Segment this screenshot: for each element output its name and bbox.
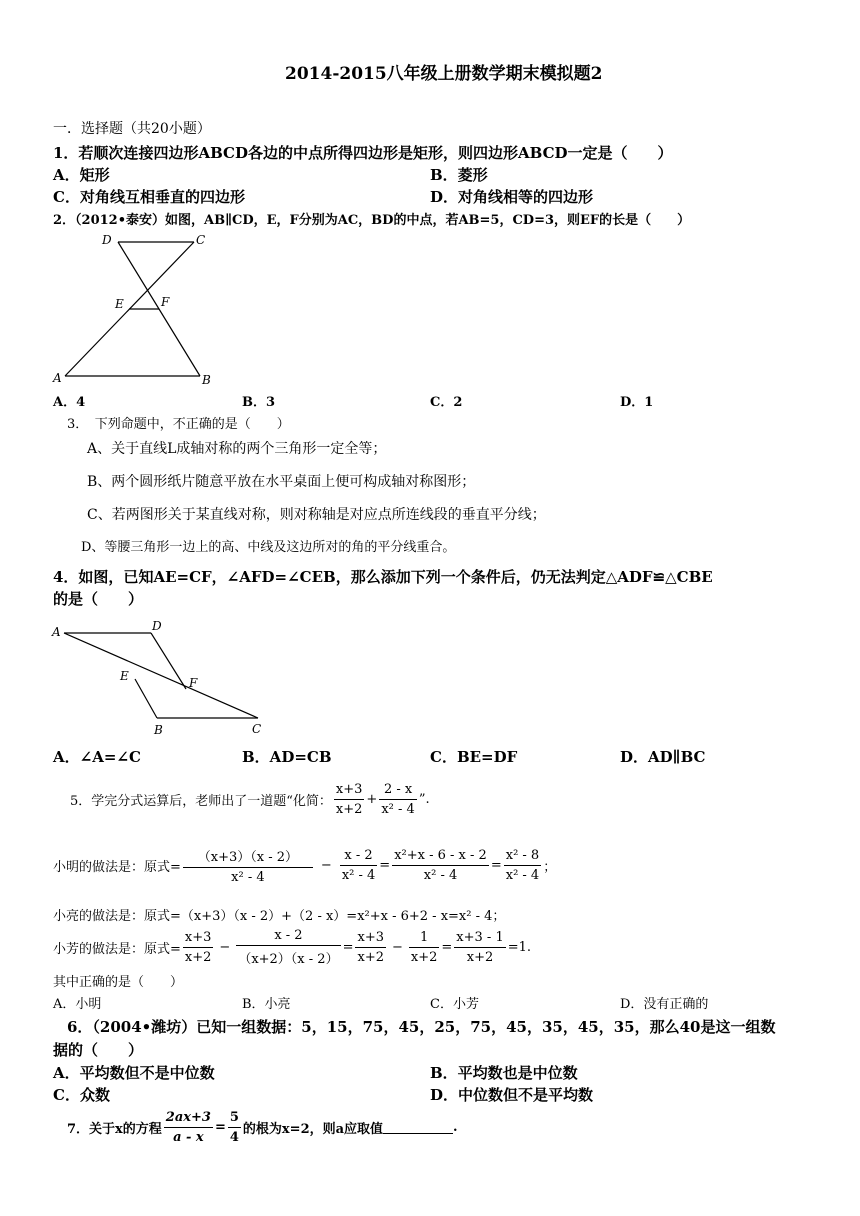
q5-ming-minus: − [320, 858, 332, 873]
q7-frac-left-num: 2ax+3 [164, 1110, 213, 1128]
q2-stem: 2．（2012•泰安）如图，AB∥CD，E，F分别为AC，BD的中点，若AB=5，CD=3，则EF的长是（ ） [53, 213, 691, 228]
q5-frac-2-num: 2 - x [379, 782, 416, 800]
q2-option-b[interactable]: B．3 [242, 395, 276, 410]
q5-stem [70, 782, 430, 817]
q2-option-c[interactable]: C．2 [430, 395, 463, 410]
q5-liang-line: 小亮的做法是：原式=（x+3）（x - 2）+（2 - x）=x²+x - 6+2 - x=x² - 4； [53, 909, 506, 924]
q2-figure [50, 232, 220, 392]
q5-fang-frac-4-num: 1 [409, 930, 440, 948]
q4-label-c: C [252, 722, 262, 736]
q5-fang-frac-3-den: x+2 [357, 950, 384, 965]
q5-ask: 其中正确的是（ ） [53, 975, 184, 990]
q5-option-b[interactable]: B．小亮 [242, 997, 291, 1012]
section-heading: 一．选择题（共20小题） [53, 121, 211, 137]
q5-ming-frac-1 [183, 846, 313, 885]
q5-fang-frac-2-den: （x+2）（x - 2） [238, 952, 339, 967]
q4-stem-line1: 4．如图，已知AE=CF，∠AFD=∠CEB，那么添加下列一个条件后，仍无法判定△ADF≌△CBE [53, 568, 713, 586]
q5-fang-frac-3-num: x+3 [355, 930, 386, 948]
q2-label-a: A [53, 371, 62, 385]
q5-ming-frac-3 [392, 848, 489, 883]
q7-frac-left-den: a - x [173, 1130, 204, 1145]
q5-fang-frac-5-den: x+2 [466, 950, 494, 965]
q5-ming-frac-2-num: x - 2 [340, 848, 377, 866]
q4-label-f: F [189, 676, 198, 690]
q1-stem: 1．若顺次连接四边形ABCD各边的中点所得四边形是矩形，则四边形ABCD一定是（ ） [53, 144, 673, 162]
q6-stem-line2: 据的（ ） [53, 1041, 144, 1059]
q5-option-c[interactable]: C．小芳 [430, 997, 479, 1012]
q3-option-b[interactable]: B、两个圆形纸片随意平放在水平桌面上便可构成轴对称图形； [87, 474, 476, 490]
q1-option-b[interactable]: B．菱形 [430, 166, 488, 184]
q5-frac-1-den: x+2 [335, 802, 363, 817]
q5-frac-2-den: x² - 4 [381, 802, 415, 817]
q5-intro: 5．学完分式运算后，老师出了一道题“化简： [70, 794, 332, 809]
q5-ming-frac-3-num: x²+x - 6 - x - 2 [392, 848, 489, 866]
q4-label-b: B [154, 723, 163, 737]
q4-label-d: D [152, 619, 162, 633]
q5-option-a[interactable]: A．小明 [53, 997, 102, 1012]
q3-option-a[interactable]: A、关于直线L成轴对称的两个三角形一定全等； [87, 441, 387, 457]
q5-fang-eq-1: = [342, 940, 354, 955]
q3-stem: 3． 下列命题中，不正确的是（ ） [67, 417, 290, 432]
q2-label-d: D [102, 233, 112, 247]
q5-fang-frac-3 [355, 930, 386, 965]
q1-option-d[interactable]: D．对角线相等的四边形 [430, 188, 594, 206]
q7-frac-left [164, 1110, 213, 1145]
q5-fang-end: =1. [507, 940, 532, 955]
q2-option-a[interactable]: A．4 [53, 395, 86, 410]
q7-pre: 7．关于x的方程 [67, 1122, 162, 1137]
q2-label-f: F [161, 295, 170, 309]
q5-fang-frac-5 [454, 930, 505, 965]
q6-option-c[interactable]: C．众数 [53, 1086, 110, 1104]
q6-option-a[interactable]: A．平均数但不是中位数 [53, 1064, 215, 1082]
q6-option-b[interactable]: B．平均数也是中位数 [430, 1064, 578, 1082]
q5-fang-eq-2: = [441, 940, 453, 955]
q5-frac-1-num: x+3 [334, 782, 365, 800]
q4-option-d[interactable]: D．AD∥BC [620, 748, 706, 766]
q5-option-d[interactable]: D．没有正确的 [620, 997, 709, 1012]
q4-stem-line2: 的是（ ） [53, 590, 144, 608]
q1-option-a[interactable]: A．矩形 [53, 166, 110, 184]
q1-option-c[interactable]: C．对角线互相垂直的四边形 [53, 188, 245, 206]
q5-fang-minus-2: − [391, 940, 403, 955]
q7-stem [67, 1110, 458, 1145]
page-title: 2014-2015八年级上册数学期末模拟题2 [285, 64, 603, 84]
q7-post: 的根为x=2，则a应取值 [242, 1122, 384, 1137]
q5-ming-frac-1-num: （x+3）（x - 2） [183, 846, 313, 868]
q6-stem-line1: 6．（2004•潍坊）已知一组数据：5，15，75，45，25，75，45，35，45，35，那么40是这一组数 [67, 1018, 776, 1036]
q2-label-c: C [196, 233, 206, 247]
q4-seg-eb [135, 679, 157, 718]
q5-ming-label: 小明的做法是：原式= [53, 860, 181, 875]
q5-ming-eq-1: = [379, 858, 391, 873]
q5-fang-frac-2 [236, 928, 340, 967]
q5-ming-line [53, 846, 556, 885]
q5-fang-line [53, 928, 531, 967]
q2-label-b: B [202, 373, 211, 387]
q5-intro-end: ”. [418, 792, 430, 807]
q5-frac-2 [379, 782, 416, 817]
q5-fang-frac-5-num: x+3 - 1 [454, 930, 505, 948]
q5-ming-frac-1-den: x² - 4 [231, 870, 265, 885]
q7-frac-right [228, 1110, 241, 1145]
q5-ming-frac-2-den: x² - 4 [341, 868, 376, 883]
q4-label-e: E [120, 669, 129, 683]
q5-fang-frac-1-den: x+2 [184, 950, 212, 965]
q5-fang-frac-4 [409, 930, 440, 965]
q7-frac-right-den: 4 [229, 1130, 239, 1145]
q7-eq: = [214, 1120, 226, 1135]
q5-fang-frac-4-den: x+2 [410, 950, 438, 965]
q6-option-d[interactable]: D．中位数但不是平均数 [430, 1086, 594, 1104]
q7-frac-right-num: 5 [228, 1110, 241, 1128]
q2-option-d[interactable]: D．1 [620, 395, 654, 410]
q5-ming-frac-4-den: x² - 4 [505, 868, 540, 883]
q2-label-e: E [115, 297, 124, 311]
q5-fang-minus-1: − [219, 940, 231, 955]
q5-fang-frac-1-num: x+3 [183, 930, 214, 948]
q4-option-c[interactable]: C．BE=DF [430, 748, 518, 766]
q4-seg-df [151, 633, 186, 689]
q5-fang-frac-2-num: x - 2 [236, 928, 340, 946]
q7-answer-blank[interactable] [383, 1121, 453, 1134]
q5-ming-eq-2: = [490, 858, 502, 873]
q5-frac-1 [334, 782, 365, 817]
q5-plus: + [366, 792, 378, 807]
q3-option-d[interactable]: D、等腰三角形一边上的高、中线及这边所对的角的平分线重合。 [81, 540, 456, 555]
q4-label-a: A [52, 625, 61, 639]
q5-ming-frac-3-den: x² - 4 [423, 868, 458, 883]
q5-fang-label: 小芳的做法是：原式= [53, 942, 181, 957]
q4-figure [48, 617, 278, 742]
q5-ming-frac-4 [504, 848, 541, 883]
q5-ming-semi: ； [543, 860, 557, 875]
q3-option-c[interactable]: C、若两图形关于某直线对称，则对称轴是对应点所连线段的垂直平分线； [87, 507, 546, 523]
q4-option-a[interactable]: A．∠A=∠C [53, 748, 141, 766]
q5-fang-frac-1 [183, 930, 214, 965]
q5-ming-frac-4-num: x² - 8 [504, 848, 541, 866]
q5-ming-frac-2 [340, 848, 377, 883]
q4-seg-ac [64, 633, 258, 718]
q4-option-b[interactable]: B．AD=CB [242, 748, 332, 766]
q7-end: . [453, 1120, 458, 1135]
